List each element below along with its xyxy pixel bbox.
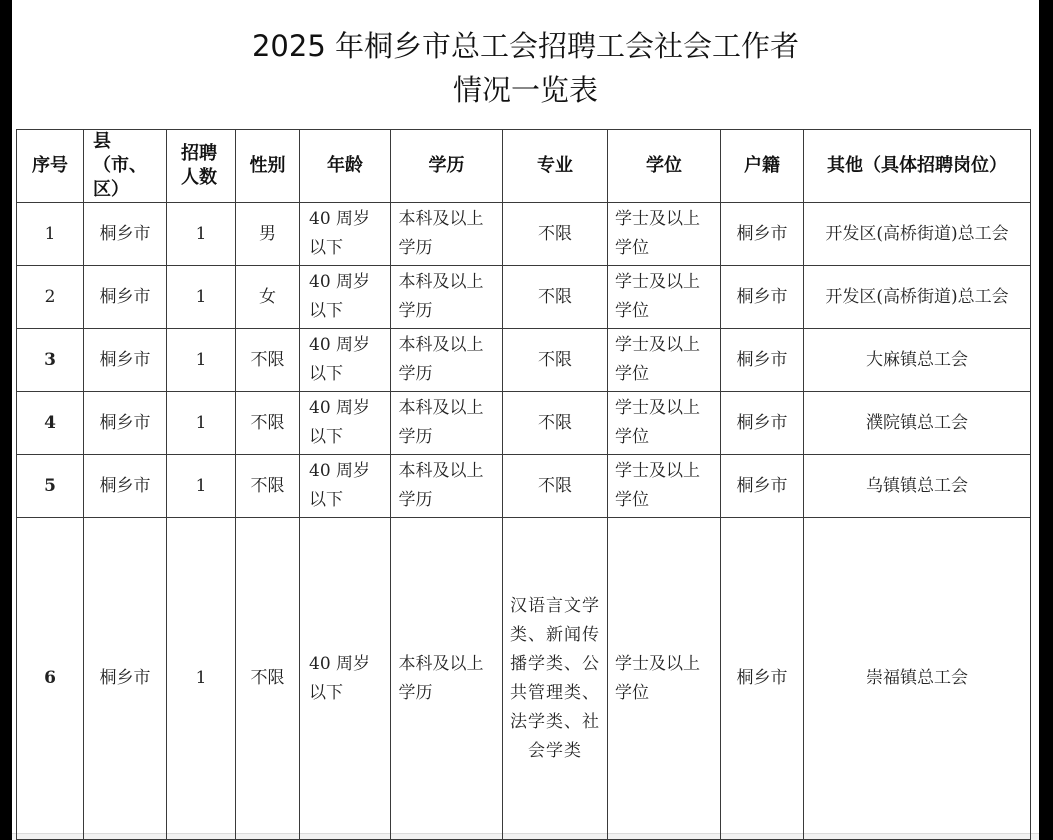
cell-education: 本科及以上学历 (391, 392, 503, 455)
cell-gender: 女 (236, 266, 300, 329)
cell-major: 不限 (503, 329, 608, 392)
table-header-row (17, 130, 1031, 203)
cell-seq: 2 (17, 266, 84, 329)
cell-county: 桐乡市 (84, 392, 167, 455)
header-seq: 序号 (17, 130, 84, 203)
table-row (17, 329, 1031, 392)
header-hukou: 户籍 (721, 130, 804, 203)
cell-age: 40 周岁以下 (300, 392, 391, 455)
cell-degree: 学士及以上学位 (608, 329, 721, 392)
cell-degree: 学士及以上学位 (608, 392, 721, 455)
cell-seq: 3 (17, 329, 84, 392)
cell-count: 1 (167, 518, 236, 840)
header-education: 学历 (391, 130, 503, 203)
cell-seq: 1 (17, 203, 84, 266)
cell-seq: 6 (17, 518, 84, 840)
cell-age: 40 周岁以下 (300, 518, 391, 840)
cell-education: 本科及以上学历 (391, 203, 503, 266)
cell-major: 不限 (503, 203, 608, 266)
cell-gender: 不限 (236, 392, 300, 455)
cell-county: 桐乡市 (84, 266, 167, 329)
cell-other: 开发区(高桥街道)总工会 (804, 203, 1031, 266)
cell-hukou: 桐乡市 (721, 455, 804, 518)
cell-major: 不限 (503, 392, 608, 455)
cell-other: 大麻镇总工会 (804, 329, 1031, 392)
cell-hukou: 桐乡市 (721, 266, 804, 329)
recruitment-table (16, 129, 1031, 840)
header-major: 专业 (503, 130, 608, 203)
cell-other: 崇福镇总工会 (804, 518, 1031, 840)
cell-gender: 不限 (236, 455, 300, 518)
document-title (12, 24, 1039, 112)
cell-county: 桐乡市 (84, 518, 167, 840)
cell-education: 本科及以上学历 (391, 329, 503, 392)
left-border-bar (0, 0, 12, 840)
header-other: 其他（具体招聘岗位） (804, 130, 1031, 203)
cell-hukou: 桐乡市 (721, 203, 804, 266)
table-row (17, 392, 1031, 455)
cell-count: 1 (167, 392, 236, 455)
cell-county: 桐乡市 (84, 329, 167, 392)
cell-gender: 男 (236, 203, 300, 266)
title-line-2: 情况一览表 (452, 73, 598, 107)
header-degree: 学位 (608, 130, 721, 203)
cell-other: 濮院镇总工会 (804, 392, 1031, 455)
cell-hukou: 桐乡市 (721, 518, 804, 840)
cell-education: 本科及以上学历 (391, 518, 503, 840)
table-row (17, 518, 1031, 840)
cell-education: 本科及以上学历 (391, 266, 503, 329)
cell-gender: 不限 (236, 518, 300, 840)
cell-education: 本科及以上学历 (391, 455, 503, 518)
cell-county: 桐乡市 (84, 203, 167, 266)
cell-seq: 4 (17, 392, 84, 455)
cell-count: 1 (167, 455, 236, 518)
cell-age: 40 周岁以下 (300, 455, 391, 518)
cell-seq: 5 (17, 455, 84, 518)
cell-age: 40 周岁以下 (300, 203, 391, 266)
cell-age: 40 周岁以下 (300, 329, 391, 392)
cell-gender: 不限 (236, 329, 300, 392)
table-row (17, 203, 1031, 266)
cell-count: 1 (167, 266, 236, 329)
cell-other: 乌镇镇总工会 (804, 455, 1031, 518)
cell-major: 汉语言文学类、新闻传播学类、公共管理类、法学类、社会学类 (503, 518, 608, 840)
cell-other: 开发区(高桥街道)总工会 (804, 266, 1031, 329)
cell-degree: 学士及以上学位 (608, 266, 721, 329)
cell-major: 不限 (503, 266, 608, 329)
header-count: 招聘人数 (167, 130, 236, 203)
cell-major: 不限 (503, 455, 608, 518)
cell-hukou: 桐乡市 (721, 392, 804, 455)
cell-degree: 学士及以上学位 (608, 455, 721, 518)
table-row (17, 455, 1031, 518)
cell-age: 40 周岁以下 (300, 266, 391, 329)
cell-count: 1 (167, 203, 236, 266)
title-line-1: 2025 年桐乡市总工会招聘工会社会工作者 (251, 29, 800, 63)
cell-degree: 学士及以上学位 (608, 518, 721, 840)
cell-degree: 学士及以上学位 (608, 203, 721, 266)
cell-count: 1 (167, 329, 236, 392)
cell-hukou: 桐乡市 (721, 329, 804, 392)
table-row (17, 266, 1031, 329)
right-border-bar (1039, 0, 1053, 840)
header-age: 年龄 (300, 130, 391, 203)
header-county: 县（市、区） (84, 130, 167, 203)
header-gender: 性别 (236, 130, 300, 203)
cell-county: 桐乡市 (84, 455, 167, 518)
